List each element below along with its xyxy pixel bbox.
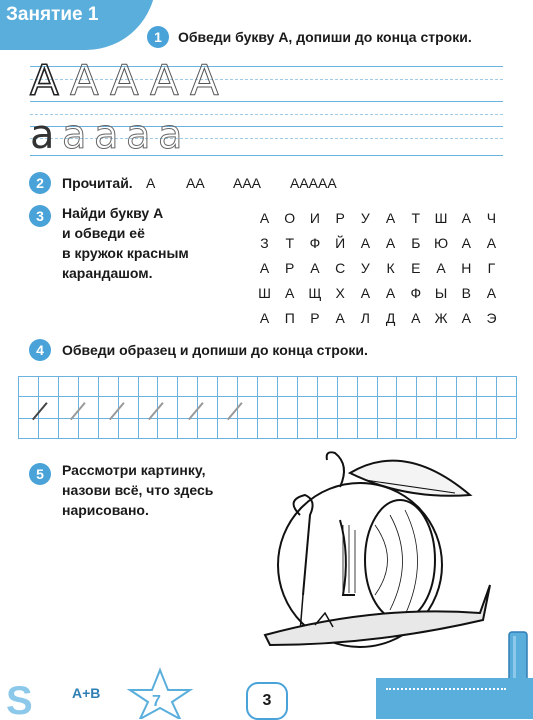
grid-letter[interactable]: О [284, 210, 296, 226]
grid-letter[interactable]: А [461, 310, 471, 326]
grid-letter[interactable]: З [260, 235, 269, 251]
svg-text:7: 7 [152, 693, 161, 710]
grid-letter[interactable]: А [461, 210, 471, 226]
letter-grid-row [252, 210, 504, 235]
copybook-grid[interactable] [18, 376, 516, 438]
copybook-cell-line [337, 376, 338, 438]
grid-letter[interactable]: А [360, 285, 371, 301]
copybook-cell-line [277, 376, 278, 438]
grid-letter[interactable]: И [309, 210, 320, 226]
trace-letter-upper: А [110, 56, 139, 105]
trace-letter-lower: а [30, 112, 55, 158]
task-5-line: Рассмотри картинку, [62, 462, 206, 478]
grid-letter[interactable]: А [436, 260, 446, 276]
lesson-title: Занятие 1 [6, 4, 99, 25]
grid-letter[interactable]: Л [360, 310, 370, 326]
copybook-cell-line [138, 376, 139, 438]
footer-dots [386, 688, 506, 690]
task-number-1: 1 [147, 26, 169, 48]
grid-letter[interactable]: А [385, 210, 396, 226]
grid-letter[interactable]: А [310, 260, 320, 276]
task-number-5: 5 [29, 463, 51, 485]
grid-letter[interactable]: Т [285, 235, 294, 251]
grid-letter[interactable]: В [461, 285, 471, 301]
letter-grid [252, 210, 504, 335]
grid-letter[interactable]: Р [310, 310, 320, 326]
grid-letter[interactable]: Э [486, 310, 497, 326]
task-3-text [62, 203, 189, 283]
task-4-text: Обведи образец и допиши до конца строки. [62, 342, 368, 358]
copybook-cell-line [38, 376, 39, 438]
grid-letter[interactable]: Ж [434, 310, 448, 326]
grid-letter[interactable]: Е [411, 260, 421, 276]
grid-letter[interactable]: А [335, 310, 345, 326]
reading-item: ААААА [290, 175, 337, 191]
trace-letter-upper: А [150, 56, 179, 105]
letter-grid-row [252, 285, 504, 310]
copybook-cell-line [257, 376, 258, 438]
copybook-cell-line [98, 376, 99, 438]
copybook-cell-line [396, 376, 397, 438]
task-3-line: карандашом. [62, 265, 153, 281]
copybook-cell-line [496, 376, 497, 438]
copybook-cell-line [476, 376, 477, 438]
grid-letter[interactable]: А [259, 210, 270, 226]
grid-letter[interactable]: А [461, 235, 471, 251]
ruled-line [30, 101, 503, 102]
grid-letter[interactable]: Ф [410, 285, 422, 301]
leaf [350, 461, 470, 496]
copybook-cell-line [317, 376, 318, 438]
orange-stem [327, 452, 344, 487]
trace-letter-upper: А [190, 56, 219, 105]
hidden-objects-picture [255, 445, 505, 660]
ruled-line [30, 66, 503, 67]
watermelon-outline [365, 500, 435, 620]
heron-outline [294, 495, 313, 595]
grid-letter[interactable]: Д [385, 310, 396, 326]
grid-letter[interactable]: Б [411, 235, 421, 251]
grid-letter[interactable]: А [360, 235, 371, 251]
harp-outline [340, 520, 355, 595]
grid-letter[interactable]: А [285, 285, 295, 301]
copybook-cell-line [58, 376, 59, 438]
copybook-cell-line [436, 376, 437, 438]
grid-letter[interactable]: А [411, 310, 421, 326]
grid-letter[interactable]: Ш [258, 285, 271, 301]
copybook-cell-line [377, 376, 378, 438]
grid-letter[interactable]: С [335, 260, 346, 276]
trace-letter-lower: а [126, 112, 151, 158]
grid-letter[interactable]: Х [335, 285, 345, 301]
task-1-text: Обведи букву А, допиши до конца строки. [178, 29, 472, 45]
letter-grid-row [252, 260, 504, 285]
grid-letter[interactable]: П [284, 310, 295, 326]
grid-letter[interactable]: Ш [434, 210, 448, 226]
grid-letter[interactable]: У [360, 210, 370, 226]
copybook-cell-line [516, 376, 517, 438]
trace-letter-upper: А [30, 56, 59, 105]
copybook-cell-line [217, 376, 218, 438]
task-2-text: Прочитай. [62, 175, 133, 191]
task-3-line: и обведи её [62, 225, 145, 241]
grid-letter[interactable]: Й [335, 235, 346, 251]
grid-letter[interactable]: А [385, 235, 396, 251]
letter-grid-row [252, 310, 504, 335]
grid-letter[interactable]: А [259, 310, 270, 326]
page-number: 3 [246, 682, 288, 720]
grid-letter[interactable]: Ф [309, 235, 321, 251]
copybook-cell-line [177, 376, 178, 438]
copybook-row-line [18, 376, 516, 377]
shark-outline [265, 585, 490, 645]
grid-letter[interactable]: Р [285, 260, 295, 276]
ruled-line [30, 79, 503, 80]
task-5-line: назови всё, что здесь [62, 482, 214, 498]
copybook-cell-line [18, 376, 19, 438]
task-number-2: 2 [29, 172, 51, 194]
footer-band [376, 678, 533, 719]
grid-letter[interactable]: Г [487, 260, 496, 276]
grid-letter[interactable]: К [386, 260, 395, 276]
task-5-line: нарисовано. [62, 502, 149, 518]
grid-letter[interactable]: Ю [433, 235, 449, 251]
grid-letter[interactable]: Р [335, 210, 345, 226]
copybook-cell-line [297, 376, 298, 438]
trace-letter-upper: А [70, 56, 99, 105]
grid-letter[interactable]: А [486, 235, 497, 251]
letter-grid-row [252, 235, 504, 260]
reading-item: ААА [233, 175, 262, 191]
grid-letter[interactable]: А [259, 260, 270, 276]
reading-item: А [146, 175, 156, 191]
task-3-line: Найди букву А [62, 205, 164, 221]
trace-letter-lower: а [94, 112, 119, 158]
copybook-cell-line [456, 376, 457, 438]
trace-letter-lower: а [62, 112, 87, 158]
trace-letter-lower: а [158, 112, 183, 158]
grid-letter[interactable]: Ч [486, 210, 497, 226]
deco-letter-icon: S [6, 679, 33, 719]
deco-formula: А+В [72, 685, 101, 701]
grid-letter[interactable]: А [385, 285, 396, 301]
copybook-row-line [18, 396, 516, 397]
copybook-cell-line [357, 376, 358, 438]
grid-letter[interactable]: У [360, 260, 370, 276]
reading-item: АА [186, 175, 205, 191]
grid-letter[interactable]: Т [411, 210, 421, 226]
copybook-row-line [18, 438, 516, 439]
task-number-3: 3 [29, 205, 51, 227]
footer-decoration [0, 650, 230, 719]
grid-letter[interactable]: Н [461, 260, 472, 276]
task-3-line: в кружок красным [62, 245, 189, 261]
grid-letter[interactable]: Щ [308, 285, 322, 301]
grid-letter[interactable]: Ы [434, 285, 448, 301]
copybook-cell-line [416, 376, 417, 438]
grid-letter[interactable]: А [486, 285, 497, 301]
copybook-row-line [18, 418, 516, 419]
task-5-text [62, 460, 213, 520]
task-number-4: 4 [29, 339, 51, 361]
